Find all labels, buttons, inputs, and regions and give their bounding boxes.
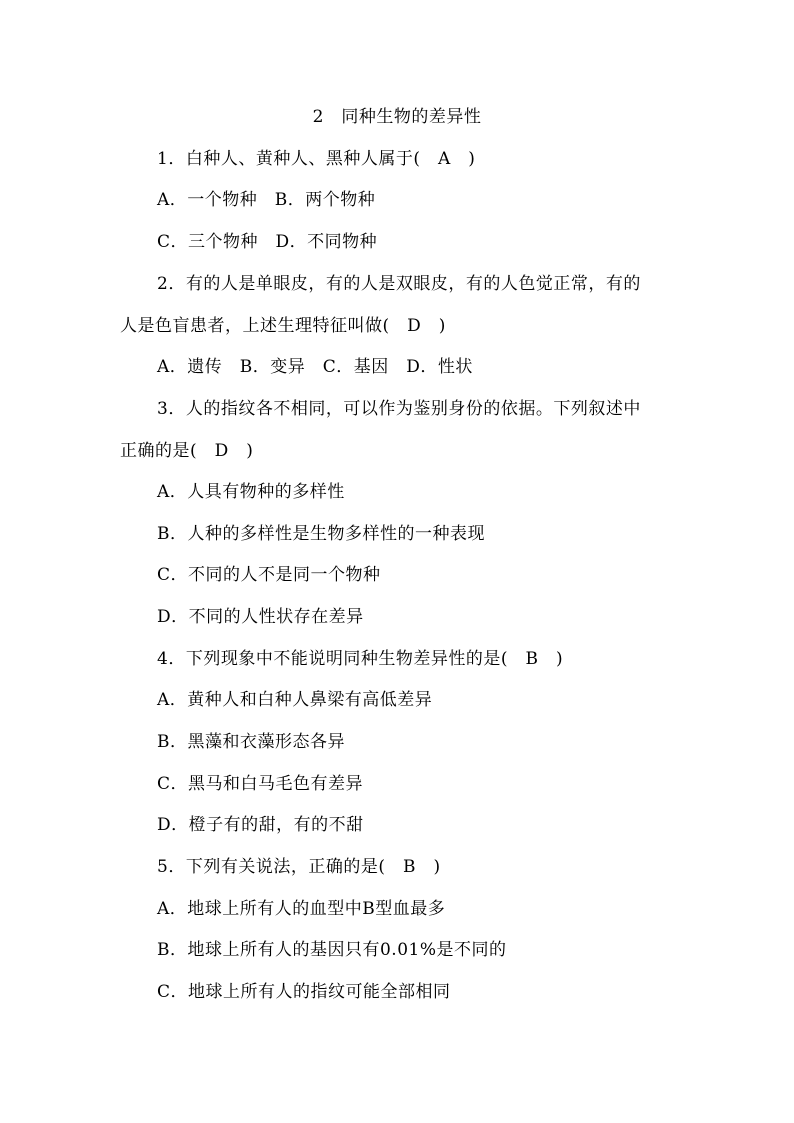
question-4: 4．下列现象中不能说明同种生物差异性的是( B ) <box>157 649 564 669</box>
question-1: 1．白种人、黄种人、黑种人属于( A ) <box>157 149 476 169</box>
q5-option-b: B．地球上所有人的基因只有0.01%是不同的 <box>157 940 507 960</box>
q4-option-c: C．黑马和白马毛色有差异 <box>157 774 364 794</box>
question-2-continued: 人是色盲患者，上述生理特征叫做( D ) <box>120 316 446 336</box>
q4-option-d: D．橙子有的甜，有的不甜 <box>157 815 364 835</box>
q4-option-a: A．黄种人和白种人鼻梁有高低差异 <box>157 690 433 710</box>
q3-option-d: D．不同的人性状存在差异 <box>157 607 364 627</box>
question-2: 2．有的人是单眼皮，有的人是双眼皮，有的人色觉正常，有的 <box>157 274 641 294</box>
q1-options-ab: A．一个物种 B．两个物种 <box>157 190 376 210</box>
q5-option-c: C．地球上所有人的指纹可能全部相同 <box>157 982 451 1002</box>
question-5: 5．下列有关说法，正确的是( B ) <box>157 857 441 877</box>
q3-option-a: A．人具有物种的多样性 <box>157 482 345 502</box>
question-3: 3．人的指纹各不相同，可以作为鉴别身份的依据。下列叙述中 <box>157 399 641 419</box>
q5-option-a: A．地球上所有人的血型中B型血最多 <box>157 899 446 919</box>
q4-option-b: B．黑藻和衣藻形态各异 <box>157 732 345 752</box>
question-3-continued: 正确的是( D ) <box>120 441 254 461</box>
q3-option-c: C．不同的人不是同一个物种 <box>157 565 381 585</box>
q1-options-cd: C．三个物种 D．不同物种 <box>157 232 378 252</box>
q2-options: A．遗传 B．变异 C．基因 D．性状 <box>157 357 473 377</box>
q3-option-b: B．人种的多样性是生物多样性的一种表现 <box>157 524 485 544</box>
page-title: 2 同种生物的差异性 <box>312 107 482 127</box>
